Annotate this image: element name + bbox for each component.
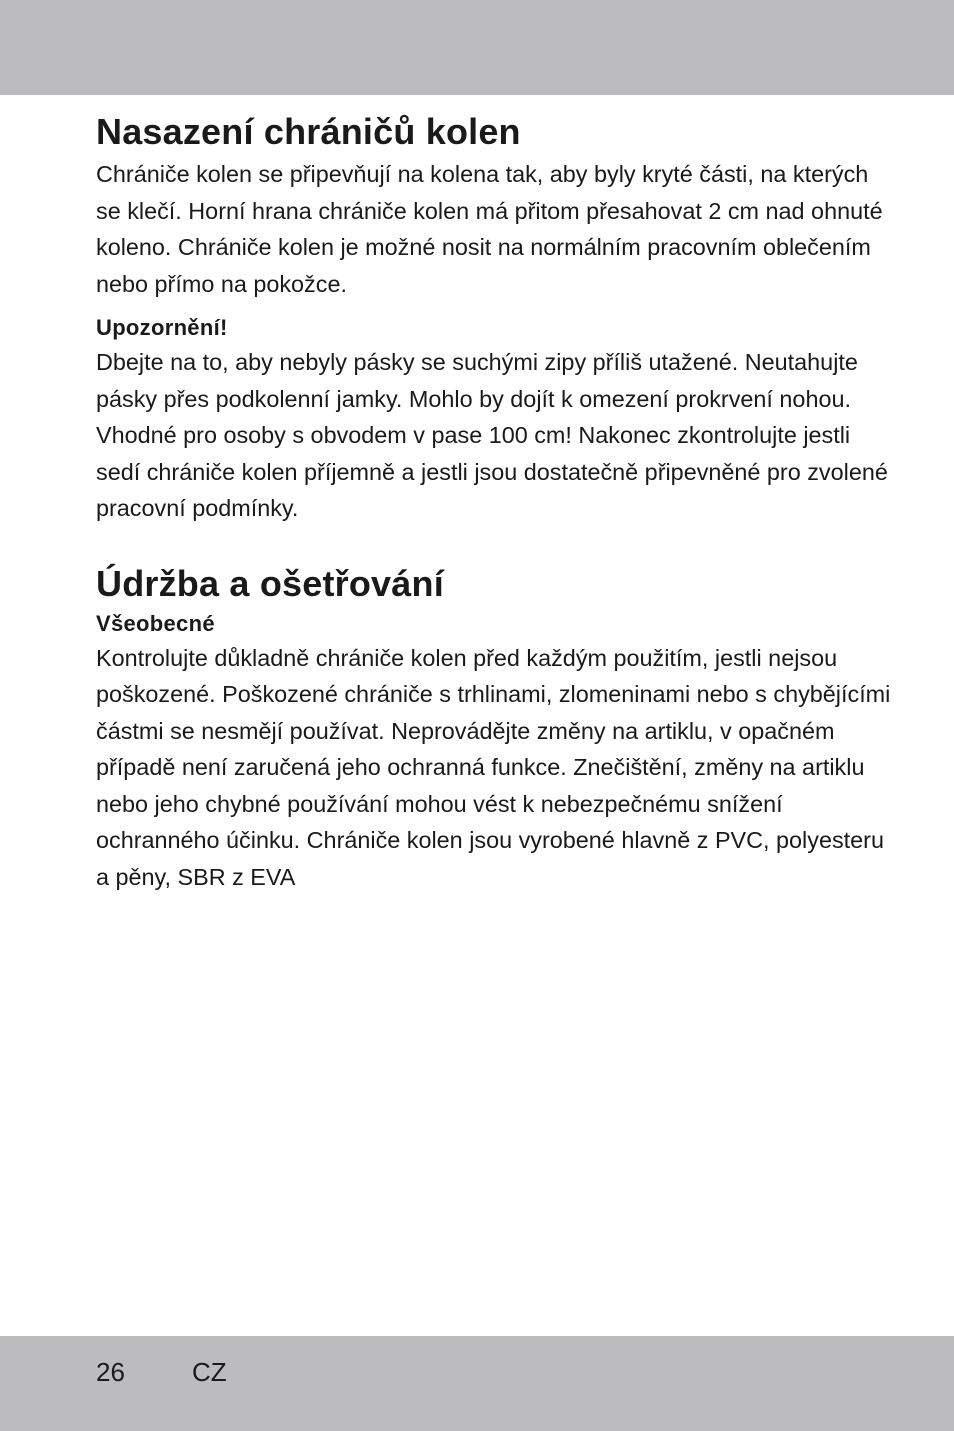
warning-paragraph: Dbejte na to, aby nebyly pásky se suchými zipy příliš utažené. Neutahujte pásky přes podkolenní jamky. Mohlo by dojít k omezení prokrvení nohou. Vhodné pro osoby s obvodem v pase 100 cm! Nakonec zkontrolujte jestli sedí chrániče kolen příjemně a jestli jsou dostatečně připevněné pro zvolené pracovní podmínky. — [96, 349, 888, 521]
warning-heading: Upozornění! — [96, 315, 228, 340]
language-code: CZ — [192, 1357, 227, 1387]
maintenance-paragraph: Kontrolujte důkladně chrániče kolen před každým použitím, jestli nejsou poškozené. Poškozené chrániče s trhlinami, zlomeninami nebo s chybějícími částmi se nesmějí používat. Neprovádějte změny na artiklu, v opačném případě není zaručená jeho ochranná funkce. Znečištění, změny na artiklu nebo jeho chybné používání mohou vést k nebezpečnému snížení ochranného účinku. Chrániče kolen jsou vyrobené hlavně z PVC, polyesteru a pěny, SBR z EVA — [96, 644, 891, 890]
page-content — [96, 108, 896, 895]
page-footer — [96, 1354, 227, 1390]
page-number: 26 — [96, 1357, 125, 1387]
general-subheading: Všeobecné — [96, 610, 215, 636]
footer-band — [0, 1336, 954, 1431]
fitting-paragraph: Chrániče kolen se připevňují na kolena tak, aby byly kryté části, na kterých se klečí. Horní hrana chrániče kolen má přitom přesahovat 2 cm nad ohnuté koleno. Chrániče kolen je možné nosit na normálním pracovním oblečením nebo přímo na pokožce. — [96, 161, 883, 297]
header-band — [0, 0, 954, 95]
section-heading-maintenance: Údržba a ošetřování — [96, 562, 444, 604]
section-heading-fitting: Nasazení chráničů kolen — [96, 111, 521, 152]
